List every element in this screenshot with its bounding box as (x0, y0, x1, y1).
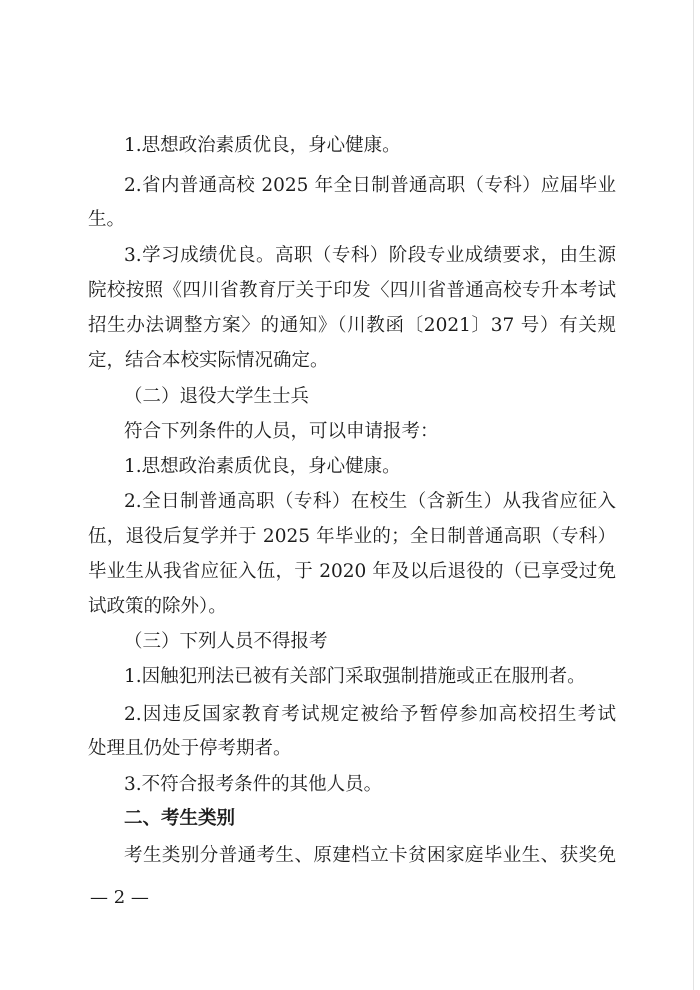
paragraph-line: 生。 (88, 209, 126, 230)
paragraph-line: 院校按照《四川省教育厅关于印发〈四川省普通高校专升本考试 (88, 280, 616, 301)
page-number: — 2 — (90, 887, 149, 908)
paragraph-line: 毕业生从我省应征入伍，于 2020 年及以后退役的（已享受过免 (88, 561, 616, 582)
paragraph-line: 1.因触犯刑法已被有关部门采取强制措施或正在服刑者。 (124, 666, 586, 687)
paragraph-line: 2.省内普通高校 2025 年全日制普通高职（专科）应届毕业 (124, 175, 616, 196)
paragraph-line: 定，结合本校实际情况确定。 (88, 350, 329, 371)
paragraph-line: 1.思想政治素质优良，身心健康。 (124, 135, 401, 156)
paragraph-line: 3.不符合报考条件的其他人员。 (124, 774, 383, 795)
paragraph-line: 招生办法调整方案〉的通知》（川教函〔2021〕37 号）有关规 (88, 315, 616, 336)
paragraph-line: 考生类别分普通考生、原建档立卡贫困家庭毕业生、获奖免 (124, 845, 616, 866)
paragraph-line: 伍，退役后复学并于 2025 年毕业的；全日制普通高职（专科） (88, 526, 616, 547)
paragraph-line: 试政策的除外）。 (88, 596, 227, 617)
paragraph-line: 3.学习成绩优良。高职（专科）阶段专业成绩要求，由生源 (124, 245, 616, 266)
paragraph-line: 2.全日制普通高职（专科）在校生（含新生）从我省应征入 (124, 491, 616, 512)
paragraph-line: 符合下列条件的人员，可以申请报考： (124, 421, 439, 442)
section-subheading: （三）下列人员不得报考 (124, 631, 328, 652)
paragraph-line: 处理且仍处于停考期者。 (88, 738, 292, 759)
paragraph-line: 1.思想政治素质优良，身心健康。 (124, 456, 401, 477)
paragraph-line: 2.因违反国家教育考试规定被给予暂停参加高校招生考试 (124, 704, 616, 725)
section-heading: 二、考生类别 (124, 808, 236, 829)
section-subheading: （二）退役大学生士兵 (124, 386, 310, 407)
page-edge-divider (693, 0, 694, 990)
